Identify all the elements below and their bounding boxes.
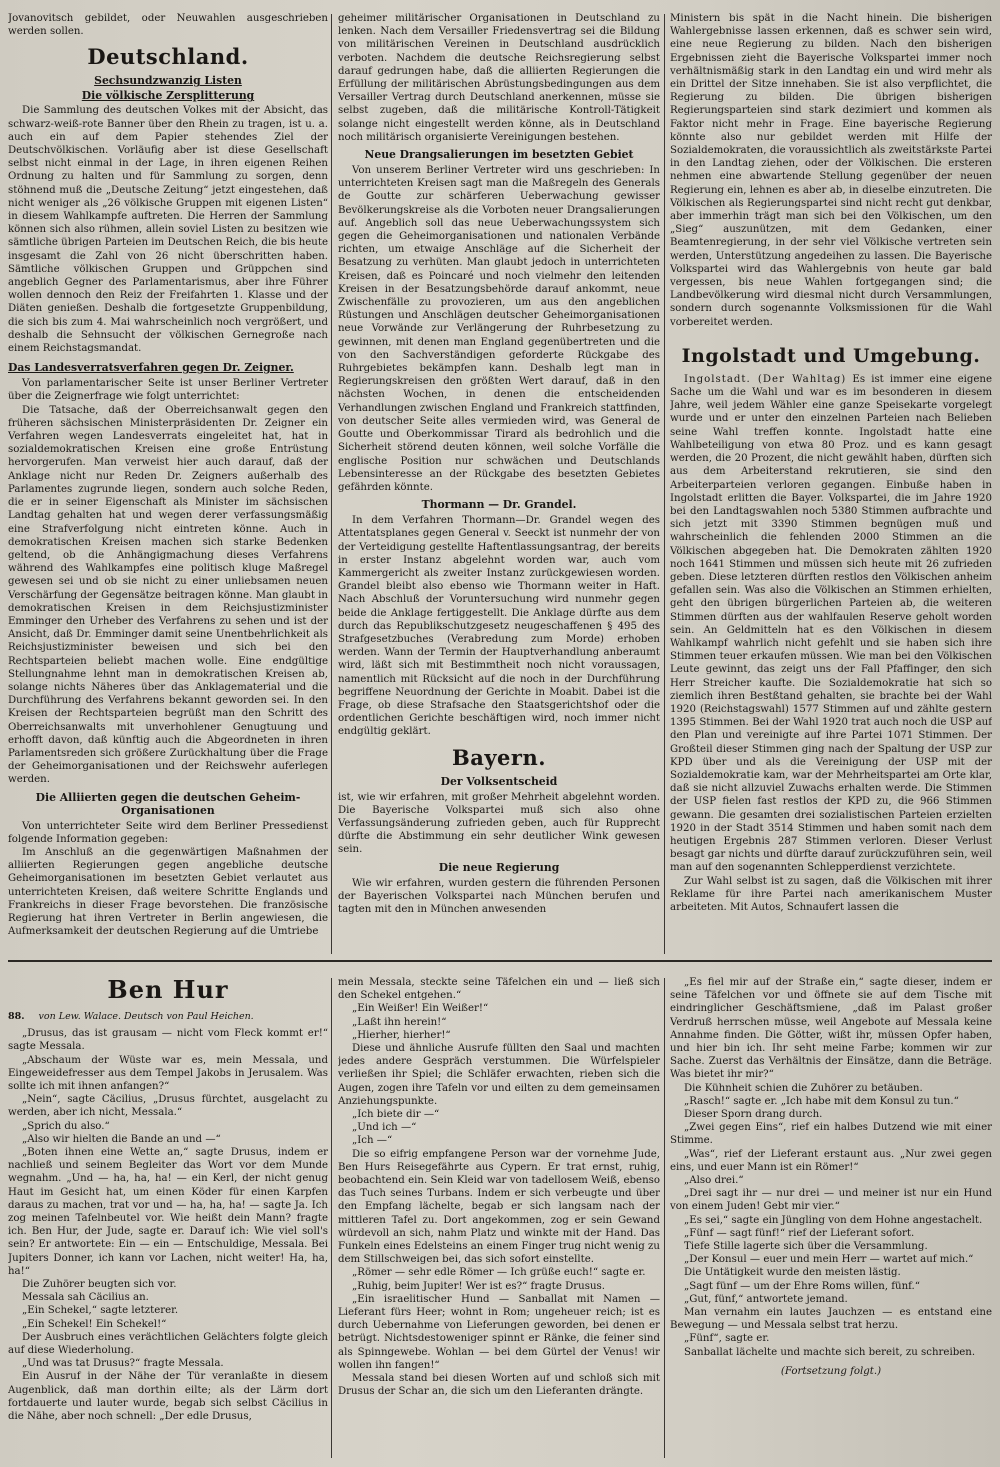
serial-paragraph: „Boten ihnen eine Wette an,“ sagte Drusus, indem er nachließ und seinem Begleiter das Wort vor dem Munde wegnahm. „Und — ha, ha, ha! — ein Kerl, der nicht genug Haut im Gesicht hat, um einen Köder für einen Karpfen daraus zu machen, trat vor und — ha, ha, ha! — sagte Ja. Ich zog meinen Tafelnbeutel vor. Wie heißt dein Mann? fragte ich. Ben Hur, der Jude, sagte er. Darauf ich: Wie viel soll's sein? Er antwortete: Ein — ein — Entschuldige, Messala. Bei Jupiters Donner, ich kann vor Lachen, nicht weiter! Ha, ha, ha!“: [8, 1147, 328, 1277]
article-paragraph: Von parlamentarischer Seite ist unser Berliner Vertreter über die Zeignerfrage wie folgt unterrichtet:: [8, 378, 328, 403]
serial-paragraph: „Fünf — sagt fünf!“ rief der Lieferant sofort.: [684, 1227, 915, 1239]
headline-listen: Sechsundzwanzig Listen: [94, 74, 242, 88]
serial-paragraph: Sanballat lächelte und machte sich bereit, zu schreiben.: [684, 1346, 976, 1358]
serial-paragraph: „Römer — sehr edle Römer — Ich grüße euch!“ sagte er.: [352, 1267, 646, 1279]
column-divider: [331, 978, 332, 1458]
article-paragraph: Ministern bis spät in die Nacht hinein. Die bisherigen Wahlergebnisse lassen erkennen, daß es schwer sein wird, eine neue Regierung zu bilden. Nach den bisherigen Ergebnissen zieht die Bayerische Volkspartei immer noch verhältnismäßig stark in den Landtag ein und wird mehr als ein Drittel der Sitze innehaben. Sie ist also verpflichtet, die Regierung zu bilden. Die übrigen bisherigen Regierungsparteien sind stark dezimiert und kommen als Faktor nicht mehr in Frage. Eine bayerische Regierung könnte also nur gebildet werden mit Hilfe der Sozialdemokraten, die voraussichtlich als zweitstärkste Partei in den Landtag ziehen, oder der Völkischen. Die ersteren nehmen eine abwartende Stellung gegenüber der neuen Regierung ein, lehnen es aber ab, in dieselbe einzutreten. Die Völkischen als Regierungspartei sind nicht recht gut denkbar, aber immerhin trägt man sich bei den Völkischen, um den „Sieg“ auszunützen, mit dem Gedanken, einer Beamtenregierung, in der sehr viel Völkische vertreten sein werden, Unterstützung angedeihen zu lassen. Die Bayerische Volkspartei wird das Wahlergebnis von heute gar bald vergessen, bis neue Wahlen fortgegangen sind; die Landbevölkerung wird diesmal nicht durch Versammlungen, sondern durch sogenannte Volksmissionen für die Wahl vorbereitet werden.: [670, 13, 992, 328]
serial-paragraph: Ein Ausruf in der Nähe der Tür veranlaßte in diesem Augenblick, daß man dorthin eilte; als der Lärm dort fortdauerte und lauter wurde, begab sich selbst Cäcilius in die Nähe, aber noch schnell: „Der edle Drusus,: [8, 1371, 328, 1423]
serial-paragraph: „Es sei,“ sagte ein Jüngling von dem Hohne angestachelt.: [684, 1214, 983, 1226]
section-divider: [8, 960, 992, 962]
serial-paragraph: „Drei sagt ihr — nur drei — und meiner ist nur ein Hund von einem Juden! Gebt mir vier.“: [670, 1188, 992, 1213]
serial-byline: [8, 1010, 328, 1023]
article-paragraph: Zur Wahl selbst ist zu sagen, daß die Völkischen mit ihrer Reklame für ihre Partei nach amerikanischem Muster arbeiteten. Mit Autos, Schnaufert lassen die: [670, 875, 992, 913]
serial-paragraph: Man vernahm ein lautes Jauchzen — es entstand eine Bewegung — und Messala selbst trat herzu.: [670, 1307, 992, 1332]
column-right: [670, 12, 992, 955]
serial-text: [670, 976, 992, 1359]
serial-column-left: [8, 976, 328, 1456]
serial-paragraph: „Gut, fünf,“ antwortete jemand.: [684, 1293, 848, 1305]
serial-paragraph: Messala sah Cäcilius an.: [22, 1292, 149, 1304]
serial-paragraph: „Ich biete dir —“: [352, 1109, 440, 1121]
serial-paragraph: „Rasch!“ sagte er. „Ich habe mit dem Konsul zu tun.“: [684, 1095, 959, 1107]
continued-note: (Fortsetzung folgt.): [780, 1365, 882, 1377]
serial-paragraph: „Ein Schekel! Ein Schekel!“: [22, 1318, 167, 1330]
serial-paragraph: „Der Konsul — euer und mein Herr — wartet auf mich.“: [684, 1254, 974, 1266]
headline-zeigner: Das Landesverratsverfahren gegen Dr. Zeigner.: [8, 361, 294, 375]
serial-paragraph: „Sprich du also.“: [22, 1120, 110, 1132]
article-paragraph: Es ist immer eine eigene Sache um die Wahl und war es im besonderen in diesem Jahre, weil jedem Wähler eine ganze Speisekarte vorgelegt wurde und er unter den einzelnen Parteien nach Belieben seine Wahl treffen konnte. Ingolstadt hatte eine Wahlbeteiligung von etwa 80 Proz. und es kann gesagt werden, die 20 Prozent, die nicht gewählt haben, dürften sich aus dem Arbeiterstand rekrutieren, sie sind den Arbeiterparteien verloren gegangen. Einbuße haben in Ingolstadt erlitten die Bayer. Volkspartei, die im Jahre 1920 bei den Landtagswahlen noch 5380 Stimmen aufbrachte und sich jetzt mit 3390 Stimmen begnügen muß und wahrscheinlich die fehlenden 2000 Stimmen an die Völkischen abgegeben hat. Die Demokraten zählten 1920 noch 1641 Stimmen und müssen sich heute mit 26 zufrieden geben. Diese letzteren dürften restlos den Völkischen anheim gefallen sein. Was also die Völkischen an Stimmen erhielten, geht den übrigen bürgerlichen Parteien ab, die weiteren Stimmen dürften aus der wahlfaulen Reserve geholt worden sein. An Geldmitteln hat es den Völkischen in diesem Wahlkampf wahrlich nicht gefehlt und sie haben sich ihre Stimmen teuer erkaufen müssen. Wie man bei den Völkischen Leute gewinnt, das zeigt uns der Fall Pfaffinger, den sich Herr Streicher kaufte. Die Sozialdemokratie hat sich so ziemlich ihren Bestßtand gehalten, sie brachte bei der Wahl 1920 (Reichstagswahl) 1577 Stimmen auf und zählte gestern 1395 Stimmen. Bei der Wahl 1920 trat auch noch die USP auf den Plan und vereinigte auf ihre Partei 1071 Stimmen. Der Großteil dieser Stimmen ging nach der Spaltung der USP zur KPD über und als die Vereinigung der USP mit der Sozialdemokratie kam, war der Mehrheitspartei am Orte klar, daß sie nicht allzuviel Zuwachs erhalten werde. Die Stimmen der USP fielen fast restlos der KPD zu, die 966 Stimmen gewann. Die gesamten drei sozialistischen Parteien erzielten 1920 in der Stadt 3514 Stimmen und haben somit nach dem heutigen Ergebnis 287 Stimmen verloren. Dieser Verlust besagt gar nichts und dürfte darauf zurückzuführen sein, weil man auf den sogenannten Schlepperdienst verzichtete.: [670, 373, 992, 874]
serial-paragraph: Die Kühnheit schien die Zuhörer zu betäuben.: [684, 1082, 923, 1094]
headline-thormann: Thormann — Dr. Grandel.: [421, 498, 577, 512]
headline-zersplitterung: Die völkische Zersplitterung: [81, 89, 255, 103]
serial-paragraph: Messala stand bei diesen Worten auf und schloß sich mit Drusus der Schar an, die sich um den Lieferanten drängte.: [338, 1373, 660, 1398]
serial-paragraph: „Sagt fünf — um der Ehre Roms willen, fünf.“: [684, 1280, 921, 1292]
section-title-deutschland: Deutschland.: [87, 44, 249, 70]
article-paragraph: Von unterrichteter Seite wird dem Berliner Pressedienst folgende Information gegeben:: [8, 820, 328, 845]
headline-neue-regierung: Die neue Regierung: [438, 860, 560, 874]
serial-author: von Lew. Walace. Deutsch von Paul Heichen.: [38, 1011, 254, 1022]
article-paragraph: Wie wir erfahren, wurden gestern die führenden Personen der Bayerischen Volkspartei nach München berufen und tagten mit den in München anwesenden: [338, 877, 660, 915]
section-title-ingolstadt: Ingolstadt und Umgebung.: [681, 344, 981, 367]
serial-paragraph: „Und ich —“: [352, 1122, 417, 1134]
serial-paragraph: „Ein Weißer! Ein Weißer!“: [352, 1003, 489, 1015]
article-paragraph: Im Anschluß an die gegenwärtigen Maßnahmen der alliierten Regierungen gegen angebliche deutsche Geheimorganisationen im besetzten Gebiet verlautet aus unterrichteten Kreisen, daß weitere Schritte Englands und Frankreichs in dieser Frage bevorstehen. Die französische Regierung hat ihren Vertreter in Berlin angewiesen, die Aufmerksamkeit der deutschen Regierung auf die Umtriebe: [8, 846, 328, 938]
column-divider: [664, 14, 665, 954]
serial-paragraph: „Nein“, sagte Cäcilius, „Drusus fürchtet, ausgelacht zu werden, aber ich nicht, Messala.“: [8, 1094, 328, 1119]
article-paragraph: In dem Verfahren Thormann—Dr. Grandel wegen des Attentatsplanes gegen General v. Seeckt ist nunmehr der von der Verteidigung gestellte Haftentlassungsantrag, der bereits in erster Instanz abgelehnt worden war, auch vom Kammergericht als zweiter Instanz zurückgewiesen worden. Grandel bleibt also ebenso wie Thormann weiter in Haft. Nach Abschluß der Voruntersuchung wird nunmehr gegen beide die Anklage fertiggestellt. Die Anklage dürfte aus dem durch das Republikschutzgesetz neugeschaffenen § 495 des Strafgesetzbuches (Verabredung zum Morde) erhoben werden. Wann der Termin der Hauptverhandlung anberaumt wird, läßt sich mit Bestimmtheit noch nicht voraussagen, namentlich mit Rücksicht auf die noch in der Durchführung begriffene Neuordnung der Gerichte in Moabit. Dabei ist die Frage, ob diese Strafsache den Staatsgerichtshof oder die ordentlichen Gerichte beschäftigen wird, noch immer nicht endgültig geklärt.: [338, 515, 660, 738]
serial-paragraph: Tiefe Stille lagerte sich über die Versammlung.: [684, 1241, 928, 1253]
serial-paragraph: mein Messala, steckte seine Täfelchen ein und — ließ sich den Schekel entgehen.“: [338, 977, 660, 1002]
article-paragraph: Die Tatsache, daß der Oberreichsanwalt gegen den früheren sächsischen Ministerpräsidenten Dr. Zeigner ein Verfahren wegen Landesverrats eingeleitet hat, hat in sozialdemokratischen Kreisen eine große Entrüstung hervorgerufen. Man verweist hier auch darauf, daß der Anklage nicht nur Reden Dr. Zeigners außerhalb des Parlamentes zugrunde liegen, sondern auch solche Reden, die er in seiner Eigenschaft als Minister im sächsischen Landtag gehalten hat und wegen derer verfassungsmäßig eine Strafverfolgung nicht eintreten könne. Auch in demokratischen Kreisen machen sich starke Bedenken geltend, ob die Anhängigmachung dieses Verfahrens während des Wahlkampfes eine politisch kluge Maßregel gewesen sei und ob sie nicht zu einer unliebsamen neuen Verschärfung der Gegensätze beitragen könne. Man glaubt in demokratischen Kreisen in dem Reichsjustizminister Emminger den Urheber des Verfahrens zu sehen und ist der Ansicht, daß Dr. Emminger damit seine Unentbehrlichkeit als Reichsjustizminister beweisen und sich bei den Rechtsparteien beliebt machen wolle. Eine endgültige Stellungnahme lehnt man in demokratischen Kreisen ab, solange nichts Näheres über das Anklagematerial und die Durchführung des Verfahrens bekannt geworden sei. In den Kreisen der Rechtsparteien begrüßt man den Schritt des Oberreichsanwalts mit unverhohlener Genugtuung und erhofft davon, daß künftig auch die Abgeordneten in ihren Parlamentsreden sich größere Zurückhaltung über die Frage der Geheimorganisationen und der Reichswehr auferlegen werden.: [8, 404, 328, 786]
intro-text: Jovanovitsch gebildet, oder Neuwahlen ausgeschrieben werden sollen.: [8, 13, 328, 38]
serial-paragraph: „Und was tat Drusus?“ fragte Messala.: [22, 1358, 224, 1370]
serial-paragraph: „Laßt ihn herein!“: [352, 1016, 447, 1028]
serial-paragraph: Die Untätigkeit wurde den meisten lästig.: [684, 1267, 901, 1279]
serial-paragraph: „Ein Schekel,“ sagte letzterer.: [22, 1305, 179, 1317]
column-divider: [331, 14, 332, 954]
serial-paragraph: „Fünf“, sagte er.: [684, 1333, 770, 1345]
serial-paragraph: „Ich —“: [352, 1135, 393, 1147]
serial-column-middle: [338, 976, 660, 1456]
column-left: [8, 12, 328, 955]
serial-paragraph: „Ruhig, beim Jupiter! Wer ist es?“ fragte Drusus.: [352, 1280, 605, 1292]
column-divider: [664, 978, 665, 1458]
serial-paragraph: Der Ausbruch eines verächtlichen Gelächters folgte gleich auf diese Wiederholung.: [8, 1331, 328, 1357]
serial-title: Ben Hur: [107, 976, 229, 1004]
serial-paragraph: „Es fiel mir auf der Straße ein,“ sagte dieser, indem er seine Täfelchen vor und öffnete sie auf dem Tische mit eindringlicher Geschäftsmiene, „daß im Palast großer Verdruß herrschen müsse, weil Angebote auf Messala keine Annahme finden. Die Götter, wißt ihr, müssen Opfer haben, und hier bin ich. Ihr seht meine Farbe; kommen wir zur Sache. Zuerst das Verhältnis der Einsätze, dann die Beträge. Was bietet ihr mir?“: [670, 977, 992, 1081]
article-paragraph: Die Sammlung des deutschen Volkes mit der Absicht, das schwarz-weiß-rote Banner über den Rhein zu tragen, ist u. a. auch ein auf dem Papier stehendes Ziel der Deutschvölkischen. Vorläufig aber ist diese Gesellschaft selbst nicht einmal in der Lage, in ihren eigenen Reihen Ordnung zu halten und für Sammlung zu sorgen, denn stöhnend muß die „Deutsche Zeitung“ jetzt eingestehen, daß nicht weniger als „26 völkische Gruppen mit eigenen Listen“ in diesem Wahlkampfe auftreten. Die Herren der Sammlung können sich also rühmen, allein soviel Listen zu besitzen wie sämtliche übrigen Parteien im Deutschen Reich, die bis heute insgesamt die Zahl von 26 nicht überschritten haben. Sämtliche völkischen Gruppen und Grüppchen sind angeblich Gegner des Parlamentarismus, aber ihre Führer wollen dennoch den Reiz der Freifahrten 1. Klasse und der Diäten genießen. Deshalb die fortgesetzte Gruppenbildung, die sich bis zum 4. Mai wahrscheinlich noch vergrößert, und deshalb die Sehnsucht der völkischen Gernegroße nach einem Reichstagsmandat.: [8, 105, 328, 355]
serial-paragraph: „Also wir hielten die Bande an und —“: [22, 1133, 221, 1145]
serial-paragraph: „Zwei gegen Eins“, rief ein halbes Dutzend wie mit einer Stimme.: [670, 1122, 992, 1147]
article-paragraph: ist, wie wir erfahren, mit großer Mehrheit abgelehnt worden. Die Bayerische Volkspartei muß sich also ohne Verfassungsänderung zufrieden geben, auch für Rupprecht dürfte die Abstimmung ein sehr deutlicher Wink gewesen sein.: [338, 791, 660, 856]
serial-paragraph: Die Zuhörer beugten sich vor.: [22, 1279, 177, 1291]
serial-paragraph: „Drusus, das ist grausam — nicht vom Fleck kommt er!“ sagte Messala.: [8, 1028, 328, 1053]
article-paragraph: geheimer militärischer Organisationen in Deutschland zu lenken. Nach dem Versailler Friedensvertrag sei die Bildung von militärischen Vereinen in Deutschland ausdrücklich verboten. Nachdem die deutsche Reichsregierung selbst darauf gedrungen habe, daß die alliierten Regierungen die Erfüllung der militärischen Abrüstungsbedingungen aus dem Versailler Vertrag durch Deutschland anerkennen, müsse sie selbst zugeben, daß die militärische Kontroll-Tätigkeit solange nicht eingestellt werden könne, als in Deutschland noch militärisch organisierte Vereinigungen bestehen.: [338, 13, 660, 143]
headline-volksentscheid: Der Volksentscheid: [440, 774, 558, 788]
serial-text: [338, 976, 660, 1399]
section-title-bayern: Bayern.: [451, 744, 547, 770]
headline-drangsalierungen: Neue Drangsalierungen im besetzten Gebiet: [364, 148, 634, 162]
serial-paragraph: „Also drei.“: [684, 1175, 744, 1187]
serial-column-right: [670, 976, 992, 1456]
serial-paragraph: Dieser Sporn drang durch.: [684, 1109, 823, 1121]
column-middle: [338, 12, 660, 955]
serial-paragraph: „Abschaum der Wüste war es, mein Messala, und Eingeweidefresser aus dem Tempel Jakobs in Jerusalem. Was sollte ich mit ihnen anfangen?“: [8, 1054, 328, 1093]
serial-number: 88.: [8, 1011, 25, 1022]
serial-paragraph: „Hierher, hierher!“: [352, 1029, 451, 1041]
dateline: Ingolstadt. (Der Wahltag): [684, 373, 847, 385]
serial-text: [8, 1027, 328, 1423]
headline-alliierte: Die Alliierten gegen die deutschen Geheim-Organisationen: [35, 790, 301, 817]
serial-paragraph: Die so eifrig empfangene Person war der vornehme Jude, Ben Hurs Reisegefährte aus Cypern. Er trat ernst, ruhig, beobachtend ein. Sein Kleid war von tadellosem Weiß, ebenso das Tuch seines Turbans. Indem er sich verbeugte und über den Empfang lächelte, begab er sich langsam nach der mittleren Tafel zu. Dort angekommen, zog er sein Gewand würdevoll an sich, nahm Platz und winkte mit der Hand. Das Funkeln eines Edelsteins an einem Finger trug nicht wenig zu dem Stillschweigen bei, das sich sofort einstellte.: [338, 1148, 660, 1266]
serial-paragraph: „Ein israelitischer Hund — Sanballat mit Namen — Lieferant fürs Heer; wohnt in Rom; ungeheuer reich; ist es durch Uebernahme von Lieferungen geworden, bei denen er betrügt. Nichtsdestoweniger spinnt er Ränke, die feiner sind als Spinngewebe. Wohlan — bei dem Gürtel der Venus! wir wollen ihn fangen!“: [338, 1293, 660, 1371]
serial-paragraph: Diese und ähnliche Ausrufe füllten den Saal und machten jedes andere Gespräch verstummen. Die Würfelspieler verließen ihr Spiel; die Schläfer erwachten, rieben sich die Augen, zogen ihre Tafeln vor und eilten zu dem gemeinsamen Anziehungspunkte.: [338, 1043, 660, 1107]
serial-paragraph: „Was“, rief der Lieferant erstaunt aus. „Nur zwei gegen eins, und euer Mann ist ein Römer!“: [670, 1148, 992, 1173]
article-paragraph: Von unserem Berliner Vertreter wird uns geschrieben: In unterrichteten Kreisen sagt man die Maßregeln des Generals de Goutte zur schärferen Ueberwachung gewisser Bevölkerungskreise als die Vorboten neuer Drangsalierungen auf. Angeblich soll das neue Ueberwachungssystem sich gegen die Geheimorganisationen und nationalen Verbände richten, um etwaige Anschläge auf die Sicherheit der Besatzung zu verhüten. Man glaubt jedoch in unterrichteten Kreisen, daß es Poincaré und noch vielmehr den leitenden Kreisen in der Besatzungsbehörde darauf ankommt, neue Zwischenfälle zu provozieren, um aus den angeblichen Rüstungen und Anschlägen deutscher Geheimorganisationen neue Vorwände zur Verlängerung der Ruhrbesetzung zu gewinnen, mit denen man England gegenübertreten und die von den Sachverständigen geforderte Rückgabe des Ruhrgebietes bekämpfen kann. Deshalb legt man in Regierungskreisen den größten Wert darauf, daß in den nächsten Wochen, in denen die entscheidenden Verhandlungen zwischen England und Frankreich stattfinden, von deutscher Seite alles vermieden wird, was General de Goutte und Oberkommissar Tirard als bedrohlich und die Sicherheit störend deuten können, weil solche Vorfälle die englische Position nur schwächen und Deutschlands Lebensinteresse an der Rückgabe des besetzten Gebietes gefährden könnte.: [338, 165, 660, 493]
